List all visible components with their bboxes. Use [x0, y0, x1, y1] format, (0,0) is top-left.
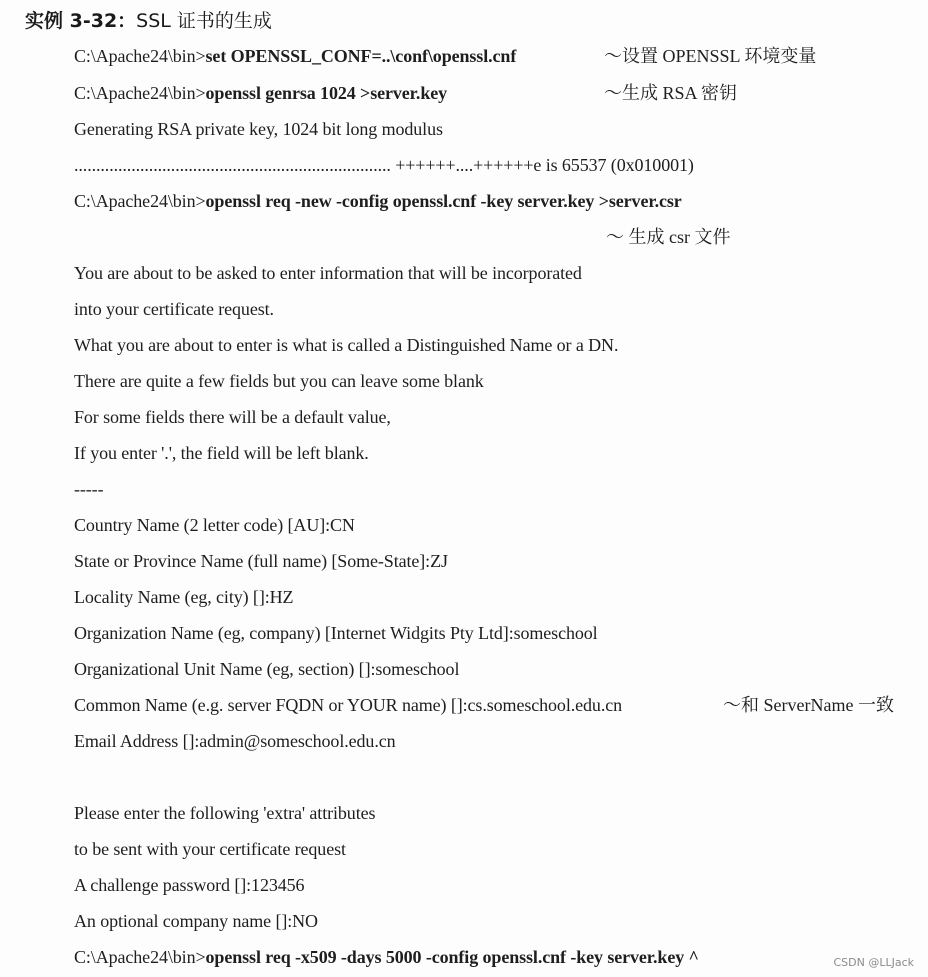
prompt: C:\Apache24\bin> [74, 191, 206, 211]
output-line: ----- [74, 479, 104, 499]
command-line-genrsa [74, 82, 447, 104]
output-line: For some fields there will be a default value, [74, 407, 391, 427]
output-line: There are quite a few fields but you can leave some blank [74, 371, 484, 391]
command: openssl req -x509 -days 5000 -config openssl.cnf -key server.key ^ [205, 947, 699, 967]
comment-genrsa: ～生成 RSA 密钥 [604, 83, 738, 103]
output-line: Please enter the following 'extra' attributes [74, 803, 376, 823]
output-line: What you are about to enter is what is called a Distinguished Name or a DN. [74, 335, 619, 355]
output-line: A challenge password []:123456 [74, 875, 305, 895]
output-line: Locality Name (eg, city) []:HZ [74, 587, 294, 607]
command-line-req-x509 [74, 946, 699, 968]
output-line: If you enter '.', the field will be left blank. [74, 443, 369, 463]
comment-common-name: ～和 ServerName 一致 [723, 695, 894, 715]
output-line: Organization Name (eg, company) [Internet Widgits Pty Ltd]:someschool [74, 623, 598, 643]
output-line: An optional company name []:NO [74, 911, 318, 931]
comment-req-new: ～ 生成 csr 文件 [606, 227, 731, 247]
output-line-common-name: Common Name (e.g. server FQDN or YOUR name) []:cs.someschool.edu.cn [74, 695, 623, 715]
example-label: 实例 3-32： [25, 10, 137, 32]
output-line: Email Address []:admin@someschool.edu.cn [74, 731, 396, 751]
output-line: Generating RSA private key, 1024 bit long modulus [74, 119, 443, 139]
output-line: into your certificate request. [74, 299, 274, 319]
command: openssl req -new -config openssl.cnf -key server.key >server.csr [205, 191, 682, 211]
command-line-set-conf [74, 45, 516, 67]
example-heading [25, 6, 272, 33]
output-line: to be sent with your certificate request [74, 839, 346, 859]
prompt: C:\Apache24\bin> [74, 947, 206, 967]
output-line: State or Province Name (full name) [Some-State]:ZJ [74, 551, 448, 571]
output-line: Country Name (2 letter code) [AU]:CN [74, 515, 355, 535]
command: set OPENSSL_CONF=..\conf\openssl.cnf [205, 46, 517, 66]
command-line-req-new [74, 190, 682, 212]
command: openssl genrsa 1024 >server.key [205, 83, 448, 103]
prompt: C:\Apache24\bin> [74, 46, 206, 66]
example-title: SSL 证书的生成 [136, 10, 272, 32]
output-line: Organizational Unit Name (eg, section) []:someschool [74, 659, 460, 679]
watermark: CSDN @LLJack [833, 956, 914, 969]
comment-set-conf: ～设置 OPENSSL 环境变量 [604, 46, 817, 66]
prompt: C:\Apache24\bin> [74, 83, 206, 103]
output-line: You are about to be asked to enter information that will be incorporated [74, 263, 582, 283]
output-line: ........................................................................ ++++++....++++++e is 65537 (0x010001) [74, 155, 694, 175]
